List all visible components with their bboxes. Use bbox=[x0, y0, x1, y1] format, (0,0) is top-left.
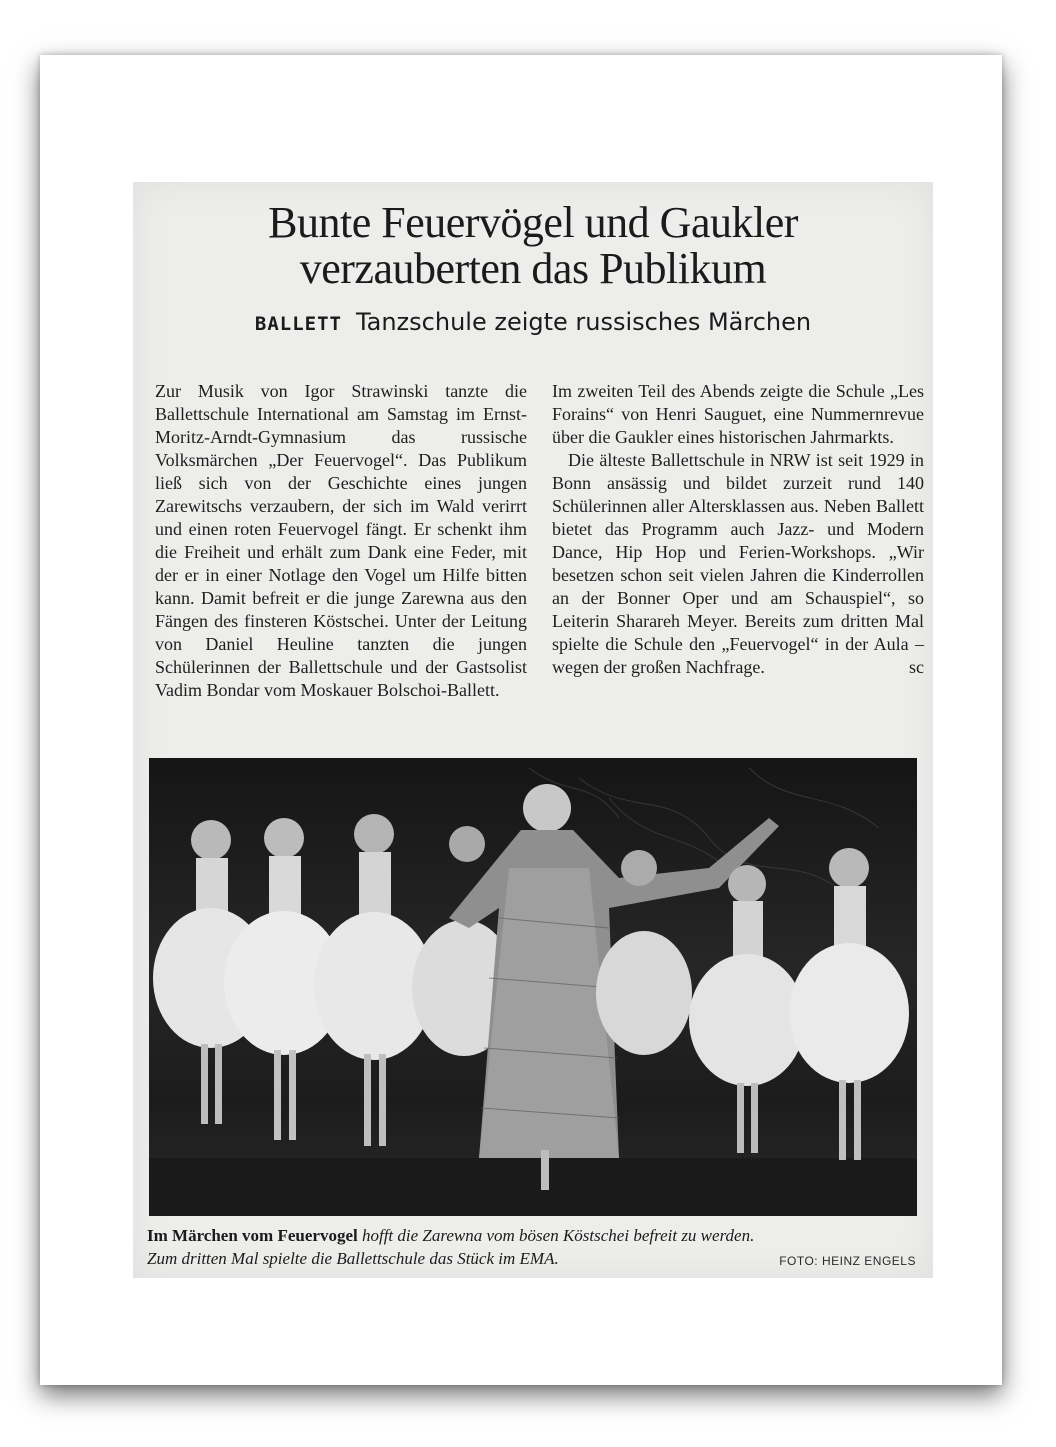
headline-line-2: verzauberten das Publikum bbox=[299, 244, 767, 293]
paragraph-text: Die älteste Ballettschule in NRW ist seit 1929 in Bonn ansässig und bildet zurzeit rund 140 Schülerinnen aller Altersklassen aus. Neben Ballett bietet das Programm auch Jazz- und Modern Dance, Hip Hop und Ferien-Workshops. „Wir besetzen schon seit vielen Jahren die Kinderrollen an der Bonner Oper und am Schauspiel“, so Leiterin Sharareh Meyer. Bereits zum dritten Mal spielte die Schule den „Feuervogel“ in der Aula – wegen der großen Nachfrage. bbox=[552, 450, 924, 677]
caption-text-1: hofft die Zarewna vom bösen Köstschei befreit zu werden. bbox=[361, 1226, 755, 1245]
caption-lead: Im Märchen vom Feuervogel bbox=[147, 1226, 358, 1245]
subheadline bbox=[133, 308, 933, 336]
paragraph bbox=[552, 449, 924, 679]
headline bbox=[133, 200, 933, 292]
caption-text-2: Zum dritten Mal spielte die Ballettschule das Stück im EMA. bbox=[147, 1249, 559, 1268]
ballet-photo bbox=[149, 758, 917, 1216]
newspaper-clipping bbox=[133, 182, 933, 1278]
headline-line-1: Bunte Feuervögel und Gaukler bbox=[268, 198, 798, 247]
article-column-right bbox=[552, 380, 924, 679]
author-initials: sc bbox=[909, 657, 924, 677]
paragraph: Im zweiten Teil des Abends zeigte die Schule „Les Forains“ von Henri Sauguet, eine Nummernrevue über die Gaukler eines historischen Jahrmarkts. bbox=[552, 381, 924, 447]
deck-text: Tanzschule zeigte russisches Märchen bbox=[355, 308, 812, 336]
article-column-left bbox=[155, 380, 527, 702]
photo-credit: FOTO: HEINZ ENGELS bbox=[779, 1254, 916, 1268]
paragraph: Zur Musik von Igor Strawinski tanzte die Ballettschule International am Samstag im Ernst-Moritz-Arndt-Gymnasium das russische Volksmärchen „Der Feuervogel“. Das Publikum ließ sich von der Geschichte eines jungen Zarewitschs verzaubern, der sich im Wald verirrt und einen roten Feuervogel fängt. Er schenkt ihm die Freiheit und erhält zum Dank eine Feder, mit der er in einer Notlage den Vogel um Hilfe bitten kann. Damit befreit er die junge Zarewna aus den Fängen des finsteren Köstschei. Unter der Leitung von Daniel Heuline tanzten die jungen Schülerinnen der Ballettschule und der Gastsolist Vadim Bondar vom Moskauer Bolschoi-Ballett. bbox=[155, 381, 527, 700]
ballet-photo-illustration bbox=[149, 758, 917, 1216]
section-kicker: BALLETT bbox=[254, 313, 342, 335]
